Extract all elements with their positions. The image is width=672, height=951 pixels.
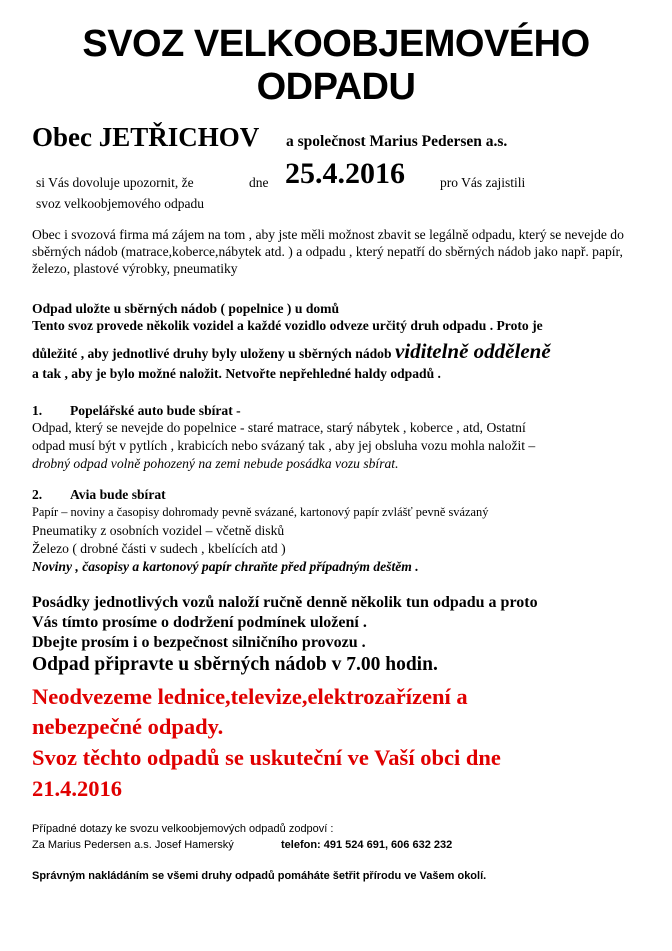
- instructions-emphasis: viditelně odděleně: [394, 339, 551, 363]
- municipality-name: Obec JETŘICHOV: [32, 122, 260, 152]
- warning-line2: nebezpečné odpady.: [32, 714, 224, 739]
- section2-number: 2.: [32, 487, 43, 502]
- document-title-line1: SVOZ VELKOOBJEMOVÉHO: [82, 23, 590, 65]
- notice-line2: svoz velkoobjemového odpadu: [36, 196, 204, 211]
- section1-line3: [32, 456, 398, 472]
- warning-date: 21.4.2016: [32, 776, 122, 801]
- warning-line3: Svoz těchto odpadů se uskuteční ve Vaší obci dne: [32, 745, 501, 770]
- notice-post-text: pro Vás zajistili: [440, 175, 526, 190]
- section1-line2: odpad musí být v pytlích , krabicích nebo svázaný tak , aby jej obsluha vozu mohla naložit –: [32, 438, 536, 453]
- crew-line1: Posádky jednotlivých vozů naloží ručně denně několik tun odpadu a proto: [32, 594, 538, 611]
- instructions-line4: a tak , aby je bylo možné naložit. Netvořte nepřehledné haldy odpadů .: [32, 366, 441, 381]
- instructions-line3: [32, 339, 551, 364]
- notice-pre-text: si Vás dovoluje upozornit, že: [36, 175, 194, 190]
- section2-heading: Avia bude sbírat: [70, 487, 166, 502]
- section2-line3: Železo ( drobné části v sudech , kbelících atd ): [32, 541, 286, 556]
- section1-line3-text: drobný odpad volně pohozený na zemi nebude posádka vozu sbírat.: [32, 456, 399, 471]
- notice-dne: dne: [249, 175, 269, 190]
- section2-line4: Noviny , časopisy a kartonový papír chraňte před případným deštěm .: [32, 559, 419, 574]
- section1-heading: Popelářské auto bude sbírat -: [70, 403, 241, 418]
- footer-note: Správným nakládáním se všemi druhy odpadů pomáháte šetřit přírodu ve Vašem okolí.: [32, 870, 487, 882]
- crew-line3: Dbejte prosím i o bezpečnost silničního provozu .: [32, 634, 366, 651]
- intro-paragraph: Obec i svozová firma má zájem na tom , aby jste měli možnost zbavit se legálně odpadu, který se nevejde do sběrných nádob (matrace,koberce,nábytek atd. ) a odpadu , který nepatří do sběrných nádob jako např. papír, železo, plastové výrobky, pneumatiky: [32, 227, 624, 276]
- warning-line1: Neodvezeme lednice,televize,elektrozařízení a: [32, 684, 468, 709]
- contact-line1: Případné dotazy ke svozu velkoobjemových odpadů zodpoví :: [32, 823, 334, 835]
- prepare-time: Odpad připravte u sběrných nádob v 7.00 hodin.: [32, 654, 438, 675]
- section2-line1: Papír – noviny a časopisy dohromady pevně svázané, kartonový papír zvlášť pevně svázaný: [32, 505, 489, 519]
- company-name: a společnost Marius Pedersen a.s.: [286, 133, 508, 150]
- instructions-line1: Odpad uložte u sběrných nádob ( popelnice ) u domů: [32, 301, 340, 316]
- contact-person: Za Marius Pedersen a.s. Josef Hamerský: [32, 839, 234, 851]
- collection-date: 25.4.2016: [285, 157, 405, 190]
- section1-number: 1.: [32, 403, 43, 418]
- contact-phone: telefon: 491 524 691, 606 632 232: [281, 839, 453, 851]
- crew-line2: Vás tímto prosíme o dodržení podmínek uložení .: [32, 614, 367, 631]
- section1-line1: Odpad, který se nevejde do popelnice - staré matrace, starý nábytek , koberce , atd, Ostatní: [32, 420, 526, 435]
- document-title-line2: ODPADU: [256, 66, 416, 108]
- section2-line2: Pneumatiky z osobních vozidel – včetně disků: [32, 523, 285, 538]
- instructions-line3-text: důležité , aby jednotlivé druhy byly uloženy u sběrných nádob: [32, 346, 392, 361]
- instructions-line2: Tento svoz provede několik vozidel a každé vozidlo odveze určitý druh odpadu . Proto je: [32, 318, 543, 333]
